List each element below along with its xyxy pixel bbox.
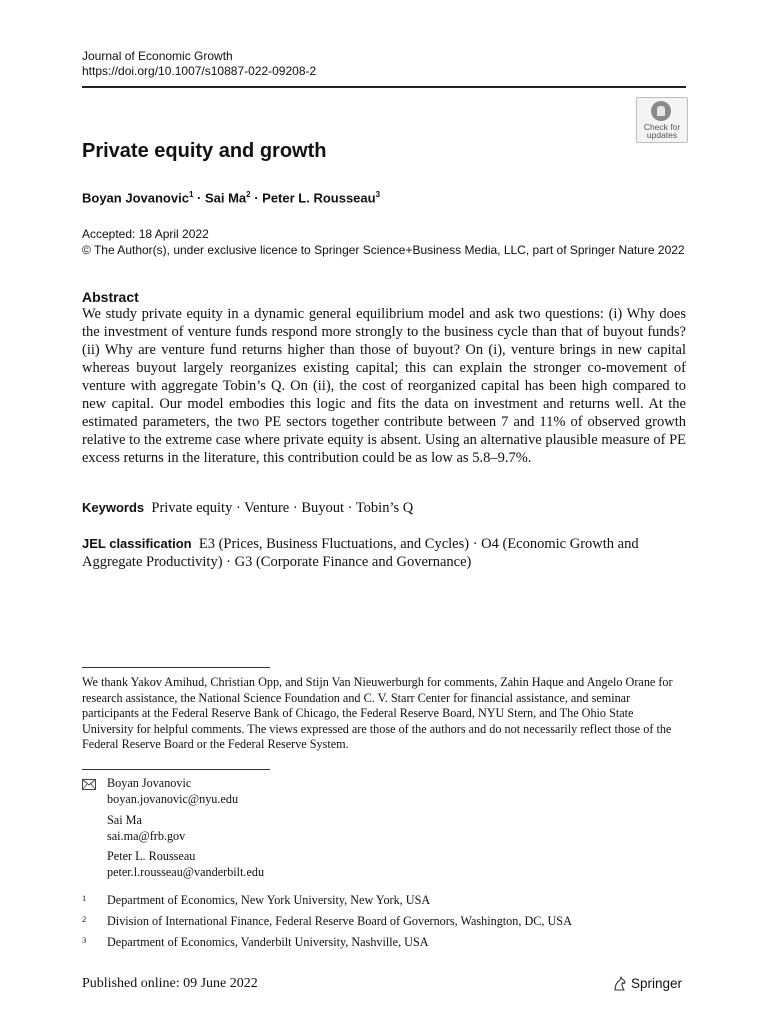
doi-link[interactable]: https://doi.org/10.1007/s10887-022-09208-2 [82,64,317,78]
corresponding-author-contact [107,776,238,807]
jel-classification [82,535,686,571]
badge-line-2: updates [646,130,678,140]
contact-email[interactable]: sai.ma@frb.gov [107,828,186,843]
contact-name: Peter L. Rousseau [107,849,196,863]
contact-name: Boyan Jovanovic [107,776,192,790]
affiliation-number: 3 [82,935,87,945]
footnote-rule [82,769,270,770]
keywords-line [82,499,413,517]
author-contact [107,849,264,880]
contact-name: Sai Ma [107,813,142,827]
article-title: Private equity and growth [82,140,327,162]
journal-name: Journal of Economic Growth [82,49,233,63]
author-affiliation-marker: 1 [188,190,194,199]
keywords-list: Private equity · Venture · Buyout · Tobin’s Q [151,500,414,516]
published-online-date: Published online: 09 June 2022 [82,976,258,991]
contact-email[interactable]: peter.l.rousseau@vanderbilt.edu [107,864,265,879]
author-affiliation-marker: 3 [375,190,381,199]
author-contact [107,813,185,844]
author-list [82,187,380,206]
publisher-logo[interactable] [612,975,682,993]
affiliation-text: Division of International Finance, Federal Reserve Board of Governors, Washington, DC, USA [107,914,572,928]
contact-email[interactable]: boyan.jovanovic@nyu.edu [107,791,239,806]
keywords-label: Keywords [82,500,145,515]
copyright-notice: © The Author(s), under exclusive licence to Springer Science+Business Media, LLC, part of Springer Nature 2022 [82,243,685,257]
author-name: Peter L. Rousseau [262,190,376,206]
crossmark-icon [651,101,671,121]
badge-line-1: Check for [643,122,681,132]
publisher-name: Springer [631,976,683,991]
author-affiliation-marker: 2 [246,190,251,199]
springer-horse-icon [612,976,628,992]
jel-codes: E3 (Prices, Business Fluctuations, and Cycles) · O4 (Economic Growth and Aggregate Productivity) · G3 (Corporate Finance and Governance) [82,536,639,570]
affiliation-number: 1 [82,893,87,903]
acknowledgement-footnote: We thank Yakov Amihud, Christian Opp, and Stijn Van Nieuwerburgh for comments, Zahin Haque and Angelo Orane for research assistance, the National Science Foundation and C. V. Starr Center for financial assistance, and seminar participants at the Federal Reserve Bank of Chicago, the Federal Reserve Board, NYU Stern, and The Ohio State University for helpful comments. The views expressed are those of the authors and do not necessarily reflect those of the Federal Reserve Board or the Federal Reserve System. [82,675,673,751]
footnote-rule [82,667,270,668]
jel-label: JEL classification [82,536,192,551]
author-separator: · [193,190,205,206]
abstract-body: We study private equity in a dynamic general equilibrium model and ask two questions: (i) Why does the investment of venture funds respond more strongly to the business cycle than that of buyout funds? (ii) Why are venture fund returns higher than those of buyout? On (i), venture brings in new capital whereas buyout largely reorganizes existing capital; this can explain the stronger co-movement of venture with aggregate Tobin’s Q. On (ii), the cost of reorganized capital has been high compared to new capital. Our model embodies this logic and fits the data on investment and returns well. At the estimated parameters, the two PE sectors together contribute between 7 and 11% of observed growth relative to the extreme case where private equity is absent. Using an alternative plausible measure of PE excess returns in the literature, this contribution could be as low as 5.8–9.7%. [82,306,686,466]
accepted-date: Accepted: 18 April 2022 [82,227,209,241]
check-for-updates-badge[interactable] [636,97,688,143]
affiliation-text: Department of Economics, Vanderbilt University, Nashville, USA [107,935,429,949]
author-name: Sai Ma [204,190,247,206]
affiliation-number: 2 [82,914,87,924]
affiliation-text: Department of Economics, New York University, New York, USA [107,893,431,907]
header-rule [82,86,686,88]
abstract-heading: Abstract [82,289,139,305]
envelope-icon [82,779,96,790]
author-separator: · [250,190,263,206]
author-name: Boyan Jovanovic [82,190,189,206]
